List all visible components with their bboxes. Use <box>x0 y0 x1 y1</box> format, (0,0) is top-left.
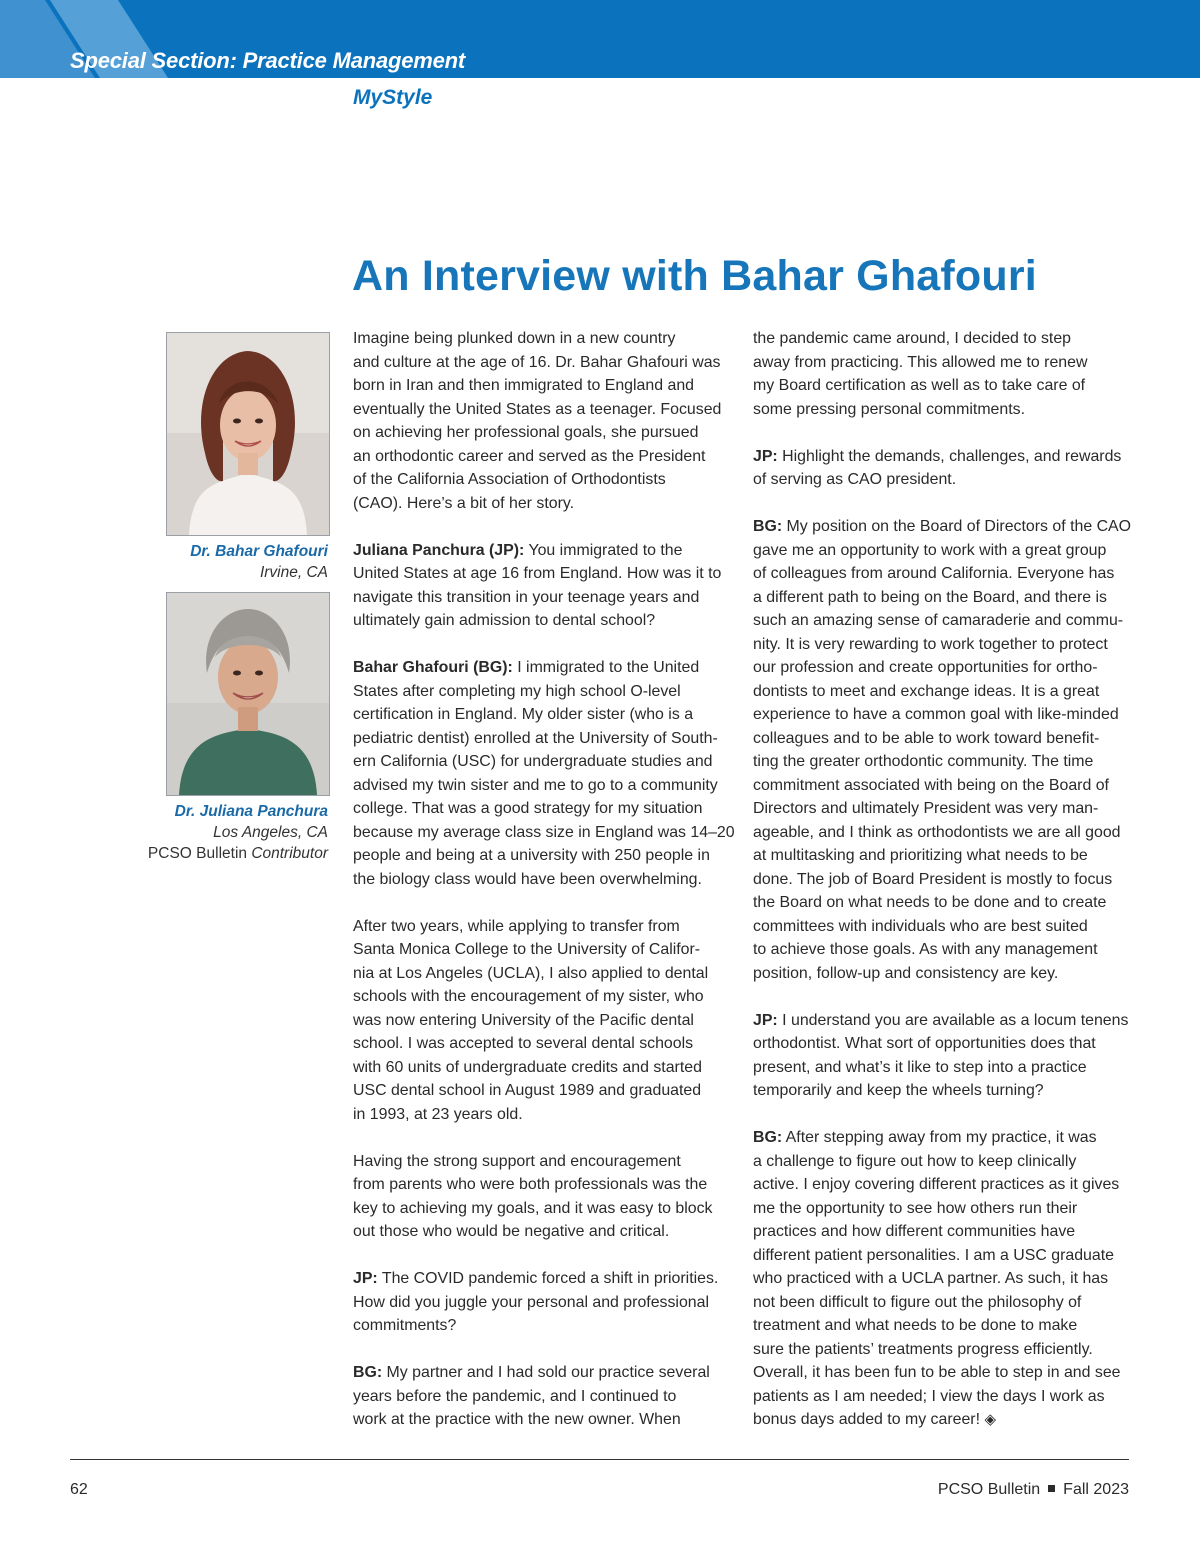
article-title: An Interview with Bahar Ghafouri <box>352 252 1037 300</box>
page-number: 62 <box>70 1481 88 1498</box>
footer-divider <box>70 1459 1129 1460</box>
portrait-photo-bahar <box>166 332 330 536</box>
end-mark-icon: ◈ <box>984 1411 996 1428</box>
caption-name: Dr. Bahar Ghafouri <box>190 543 328 560</box>
square-bullet-icon <box>1048 1485 1055 1492</box>
column-label: MyStyle <box>353 86 433 109</box>
paragraph: the pandemic came around, I decided to step away from practicing. This allowed me to renew my Board certification as well as to take care of some pressing personal commitments. <box>753 330 1088 418</box>
paragraph: BG: My position on the Board of Directors of the CAO gave me an opportunity to work with a great group of colleagues from around California. Everyone has a different path to being on the Board, and there is such an amazing sense of camaraderie and commu- nity. It is very rewarding to work together to protect our profession and create opportunities for ortho- dontists to meet and exchange ideas. It is a great experience to have a common goal with like-minded colleagues and to be able to work toward benefit- ting the greater orthodontic community. The time commitment associated with being on the Board of Directors and ultimately President was very man- ageable, and I think as orthodontists we are all good at multitasking and prioritizing what needs to be done. The job of Board President is mostly to focus the Board on what needs to be done and to create committees with individuals who are best suited to achieve those goals. As with any management position, follow-up and consistency are key. <box>753 518 1132 982</box>
paragraph: JP: I understand you are available as a locum tenens orthodontist. What sort of opportunities does that present, and what’s it like to step into a practice temporarily and keep the wheels turning? <box>753 1011 1129 1099</box>
caption-role: PCSO Bulletin Contributor <box>147 845 328 862</box>
portrait-photo-juliana <box>166 592 330 796</box>
issue-date: Fall 2023 <box>1063 1481 1129 1498</box>
paragraph: Having the strong support and encouragement from parents who were both professionals was the key to achieving my goals, and it was easy to block out those who would be negative and critical. <box>353 1152 713 1240</box>
photo-caption-juliana <box>148 801 328 864</box>
article-column-2 <box>753 327 1138 1455</box>
paragraph: Bahar Ghafouri (BG): I immigrated to the United States after completing my high school O-level certification in England. My older sister (who is a pediatric dentist) enrolled at the University of South- ern California (USC) for undergraduate studies and advised my twin sister and me to go to a community college. That was a good strategy for my situation because my average class size in England was 14–20 people and being at a university with 250 people in the biology class would have been overwhelming. <box>353 659 735 888</box>
paragraph: JP: The COVID pandemic forced a shift in priorities. How did you juggle your personal and professional commitments? <box>353 1270 719 1334</box>
paragraph: BG: My partner and I had sold our practice several years before the pandemic, and I continued to work at the practice with the new owner. When <box>353 1364 710 1428</box>
publication-name: PCSO Bulletin <box>937 1481 1041 1498</box>
publication-footer <box>938 1481 1129 1499</box>
caption-location: Irvine, CA <box>259 564 328 581</box>
photo-caption-bahar <box>190 541 328 583</box>
paragraph: Juliana Panchura (JP): You immigrated to the United States at age 16 from England. How was it to navigate this transition in your teenage years and ultimately gain admission to dental school? <box>353 541 722 629</box>
paragraph: JP: Highlight the demands, challenges, and rewards of serving as CAO president. <box>753 447 1122 488</box>
section-banner <box>0 0 1200 78</box>
paragraph: After two years, while applying to transfer from Santa Monica College to the University of Califor- nia at Los Angeles (UCLA), I also applied to dental schools with the encouragement of my sister, who was now entering University of the Pacific dental school. I was accepted to several dental schools with 60 units of undergraduate credits and started USC dental school in August 1989 and graduated in 1993, at 23 years old. <box>353 917 709 1123</box>
article-column-1 <box>353 327 738 1455</box>
paragraph: Imagine being plunked down in a new country and culture at the age of 16. Dr. Bahar Ghafouri was born in Iran and then immigrated to England and eventually the United States as a teenager. Focused on achieving her professional goals, she pursued an orthodontic career and served as the President of the California Association of Orthodontists (CAO). Here’s a bit of her story. <box>353 330 722 512</box>
paragraph: BG: After stepping away from my practice, it was a challenge to figure out how to keep clinically active. I enjoy covering different practices as it gives me the opportunity to see how others run their practices and how different communities have different patient personalities. I am a USC graduate who practiced with a UCLA partner. As such, it has not been difficult to figure out the philosophy of treatment and what needs to be done to make sure the patients’ treatments progress efficiently. Overall, it has been fun to be able to step in and see patients as I am needed; I view the days I work as bonus days added to my career! ◈ <box>753 1129 1121 1428</box>
caption-name: Dr. Juliana Panchura <box>174 803 328 820</box>
caption-location: Los Angeles, CA <box>213 824 328 841</box>
section-label: Special Section: Practice Management <box>70 48 466 73</box>
